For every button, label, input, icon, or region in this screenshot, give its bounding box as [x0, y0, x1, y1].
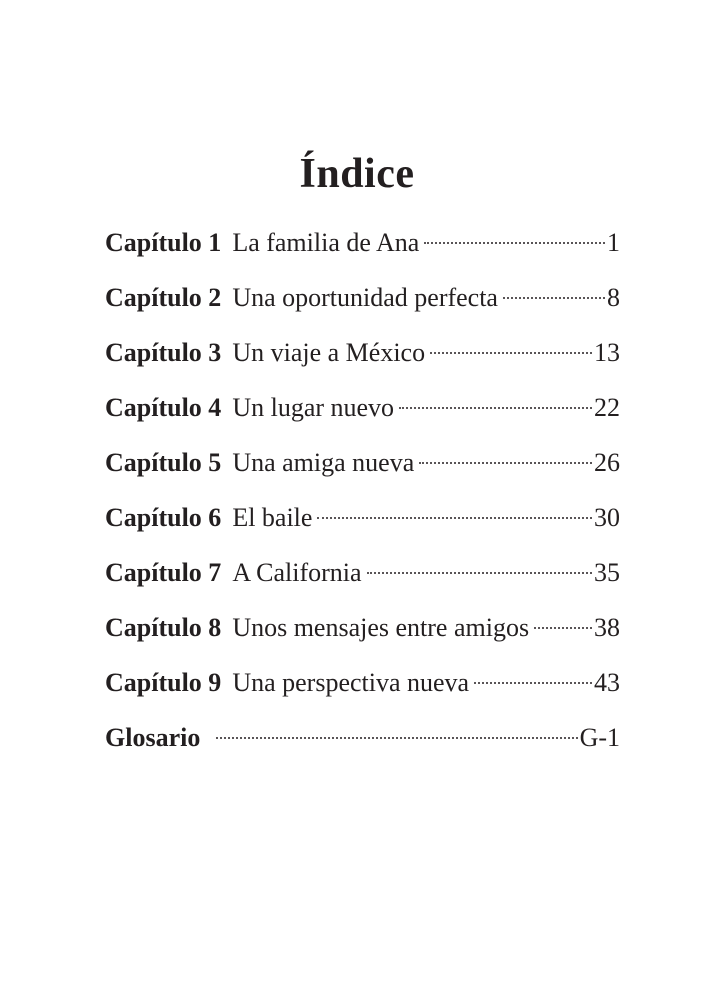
page-number: 38: [594, 613, 620, 642]
chapter-title: El baile: [232, 503, 313, 532]
page-number: 8: [607, 283, 620, 312]
toc-row-chapter-8: [105, 613, 620, 668]
chapter-title: Una oportunidad perfecta: [232, 283, 498, 312]
dotted-leader: [534, 627, 592, 629]
chapter-label: Capítulo 8: [105, 613, 222, 642]
dotted-leader: [503, 297, 605, 299]
toc-row-chapter-7: [105, 558, 620, 613]
toc-row-chapter-3: [105, 338, 620, 393]
glossary-label: Glosario: [105, 723, 201, 752]
toc-row-chapter-5: [105, 448, 620, 503]
dotted-leader: [430, 352, 592, 354]
page-number: 30: [594, 503, 620, 532]
chapter-title: La familia de Ana: [232, 228, 420, 257]
page-number: 43: [594, 668, 620, 697]
page-title: Índice: [299, 151, 415, 197]
toc-row-chapter-1: [105, 228, 620, 283]
chapter-label: Capítulo 5: [105, 448, 222, 477]
dotted-leader: [474, 682, 592, 684]
chapter-title: Un viaje a México: [232, 338, 426, 367]
toc-row-glosario: [105, 723, 620, 778]
dotted-leader: [216, 737, 577, 739]
page-number: 1: [607, 228, 620, 257]
dotted-leader: [317, 517, 592, 519]
chapter-label: Capítulo 4: [105, 393, 222, 422]
chapter-title: A California: [232, 558, 362, 587]
dotted-leader: [424, 242, 605, 244]
chapter-label: Capítulo 2: [105, 283, 222, 312]
page-number: 35: [594, 558, 620, 587]
toc-row-chapter-2: [105, 283, 620, 338]
chapter-title: Unos mensajes entre amigos: [232, 613, 530, 642]
chapter-title: Un lugar nuevo: [232, 393, 395, 422]
page-number: G-1: [579, 723, 620, 752]
page-number: 13: [594, 338, 620, 367]
toc-row-chapter-9: [105, 668, 620, 723]
dotted-leader: [399, 407, 592, 409]
toc-row-chapter-4: [105, 393, 620, 448]
dotted-leader: [367, 572, 592, 574]
page-number: 26: [594, 448, 620, 477]
dotted-leader: [419, 462, 592, 464]
chapter-label: Capítulo 7: [105, 558, 222, 587]
chapter-label: Capítulo 9: [105, 668, 222, 697]
chapter-label: Capítulo 1: [105, 228, 222, 257]
chapter-title: Una perspectiva nueva: [232, 668, 470, 697]
table-of-contents: [105, 228, 620, 778]
chapter-label: Capítulo 3: [105, 338, 222, 367]
page-number: 22: [594, 393, 620, 422]
chapter-label: Capítulo 6: [105, 503, 222, 532]
toc-row-chapter-6: [105, 503, 620, 558]
chapter-title: Una amiga nueva: [232, 448, 415, 477]
